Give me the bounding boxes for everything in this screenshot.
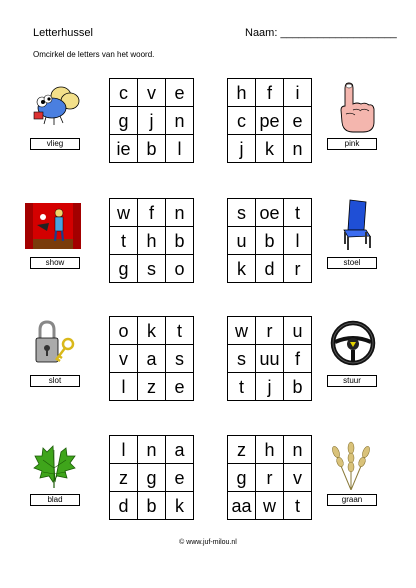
letter-cell[interactable]: h xyxy=(138,227,166,255)
letter-cell[interactable]: g xyxy=(110,255,138,283)
letter-cell[interactable]: l xyxy=(110,436,138,464)
letter-cell[interactable]: o xyxy=(166,255,194,283)
letter-cell[interactable]: s xyxy=(228,345,256,373)
pinky-finger-icon xyxy=(335,80,379,134)
letter-grid-graan xyxy=(227,435,312,520)
letter-cell[interactable]: f xyxy=(138,199,166,227)
word-label-pink: pink xyxy=(327,138,377,150)
letter-cell[interactable]: t xyxy=(284,492,312,520)
letter-cell[interactable]: g xyxy=(110,107,138,135)
letter-cell[interactable]: r xyxy=(256,317,284,345)
letter-cell[interactable]: e xyxy=(284,107,312,135)
word-label-vlieg: vlieg xyxy=(30,138,80,150)
letter-cell[interactable]: g xyxy=(228,464,256,492)
letter-cell[interactable]: b xyxy=(166,227,194,255)
chair-icon xyxy=(336,198,376,252)
word-label-show: show xyxy=(30,257,80,269)
stage-show-icon xyxy=(25,203,81,249)
letter-cell[interactable]: f xyxy=(284,345,312,373)
letter-cell[interactable]: n xyxy=(166,199,194,227)
letter-cell[interactable]: k xyxy=(138,317,166,345)
word-label-graan: graan xyxy=(327,494,377,506)
letter-cell[interactable]: l xyxy=(284,227,312,255)
letter-cell[interactable]: r xyxy=(256,464,284,492)
letter-grid-stuur xyxy=(227,316,312,401)
letter-cell[interactable]: k xyxy=(166,492,194,520)
letter-cell[interactable]: ie xyxy=(110,135,138,163)
steering-wheel-icon xyxy=(330,320,376,366)
letter-cell[interactable]: z xyxy=(138,373,166,401)
letter-cell[interactable]: v xyxy=(110,345,138,373)
letter-cell[interactable]: b xyxy=(284,373,312,401)
letter-cell[interactable]: c xyxy=(228,107,256,135)
letter-cell[interactable]: j xyxy=(256,373,284,401)
letter-cell[interactable]: v xyxy=(284,464,312,492)
letter-cell[interactable]: t xyxy=(110,227,138,255)
letter-grid-pink xyxy=(227,78,312,163)
word-label-blad: blad xyxy=(30,494,80,506)
letter-cell[interactable]: u xyxy=(228,227,256,255)
letter-cell[interactable]: pe xyxy=(256,107,284,135)
letter-cell[interactable]: d xyxy=(110,492,138,520)
letter-cell[interactable]: k xyxy=(228,255,256,283)
letter-cell[interactable]: k xyxy=(256,135,284,163)
letter-cell[interactable]: aa xyxy=(228,492,256,520)
word-label-stoel: stoel xyxy=(327,257,377,269)
letter-cell[interactable]: o xyxy=(110,317,138,345)
letter-cell[interactable]: j xyxy=(228,135,256,163)
letter-cell[interactable]: a xyxy=(138,345,166,373)
page-title: Letterhussel xyxy=(33,27,93,39)
letter-cell[interactable]: w xyxy=(110,199,138,227)
letter-cell[interactable]: l xyxy=(110,373,138,401)
wheat-icon xyxy=(322,440,380,490)
name-field-label: Naam: ___________________ xyxy=(245,27,397,39)
letter-cell[interactable]: z xyxy=(228,436,256,464)
letter-cell[interactable]: oe xyxy=(256,199,284,227)
letter-cell[interactable]: s xyxy=(166,345,194,373)
letter-cell[interactable]: b xyxy=(138,135,166,163)
letter-cell[interactable]: h xyxy=(228,79,256,107)
word-label-stuur: stuur xyxy=(327,375,377,387)
letter-cell[interactable]: t xyxy=(166,317,194,345)
letter-cell[interactable]: w xyxy=(256,492,284,520)
letter-cell[interactable]: n xyxy=(284,436,312,464)
letter-cell[interactable]: e xyxy=(166,79,194,107)
letter-cell[interactable]: c xyxy=(110,79,138,107)
letter-cell[interactable]: n xyxy=(138,436,166,464)
letter-grid-stoel xyxy=(227,198,312,283)
letter-cell[interactable]: z xyxy=(110,464,138,492)
padlock-key-icon xyxy=(32,318,78,368)
letter-grid-show xyxy=(109,198,194,283)
letter-grid-blad xyxy=(109,435,194,520)
letter-cell[interactable]: n xyxy=(166,107,194,135)
letter-cell[interactable]: v xyxy=(138,79,166,107)
letter-cell[interactable]: j xyxy=(138,107,166,135)
letter-cell[interactable]: g xyxy=(138,464,166,492)
letter-cell[interactable]: l xyxy=(166,135,194,163)
letter-cell[interactable]: s xyxy=(228,199,256,227)
letter-cell[interactable]: e xyxy=(166,373,194,401)
letter-cell[interactable]: d xyxy=(256,255,284,283)
fly-icon xyxy=(30,84,80,130)
leaf-icon xyxy=(33,438,77,488)
letter-cell[interactable]: i xyxy=(284,79,312,107)
letter-cell[interactable]: uu xyxy=(256,345,284,373)
letter-cell[interactable]: t xyxy=(228,373,256,401)
letter-grid-slot xyxy=(109,316,194,401)
letter-cell[interactable]: f xyxy=(256,79,284,107)
word-label-slot: slot xyxy=(30,375,80,387)
letter-cell[interactable]: n xyxy=(284,135,312,163)
letter-cell[interactable]: w xyxy=(228,317,256,345)
letter-cell[interactable]: u xyxy=(284,317,312,345)
letter-grid-vlieg xyxy=(109,78,194,163)
letter-cell[interactable]: b xyxy=(138,492,166,520)
footer-credit: © www.juf-milou.nl xyxy=(179,539,237,546)
letter-cell[interactable]: e xyxy=(166,464,194,492)
letter-cell[interactable]: t xyxy=(284,199,312,227)
letter-cell[interactable]: h xyxy=(256,436,284,464)
letter-cell[interactable]: b xyxy=(256,227,284,255)
letter-cell[interactable]: s xyxy=(138,255,166,283)
letter-cell[interactable]: r xyxy=(284,255,312,283)
instruction-text: Omcirkel de letters van het woord. xyxy=(33,50,155,59)
letter-cell[interactable]: a xyxy=(166,436,194,464)
